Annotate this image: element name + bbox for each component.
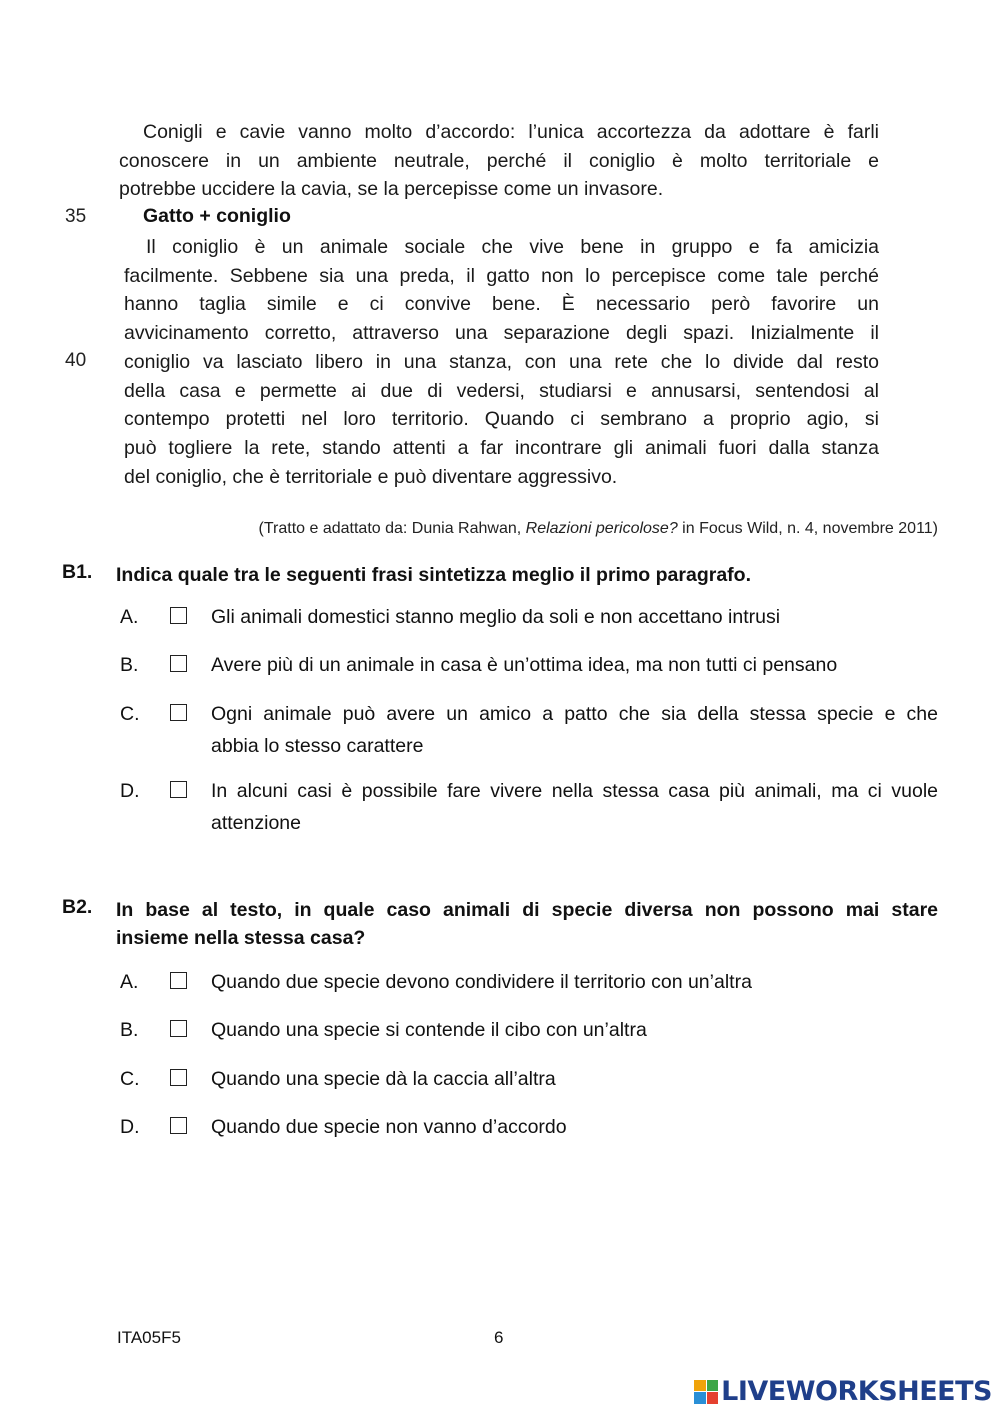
option-line: Gli animali domestici stanno meglio da soli e non accettano intrusi <box>211 606 781 628</box>
passage-line: facilmente. Sebbene sia una preda, il gatto non lo percepisce come tale perché <box>124 264 879 287</box>
line-number-40: 40 <box>65 350 87 371</box>
passage-paragraph-1 <box>119 118 879 204</box>
option-line: Quando due specie devono condividere il territorio con un’altra <box>211 971 752 993</box>
option-letter: D. <box>120 780 140 802</box>
option-letter: B. <box>120 1019 139 1041</box>
passage-line: potrebbe uccidere la cavia, se la percepisse come un invasore. <box>119 178 664 201</box>
page-number: 6 <box>494 1328 504 1347</box>
option-line: attenzione <box>211 812 301 834</box>
option-line: Quando una specie dà la caccia all’altra <box>211 1068 556 1090</box>
checkbox[interactable] <box>170 607 187 624</box>
option-text <box>211 698 938 762</box>
passage-paragraph-2 <box>124 233 879 491</box>
checkbox[interactable] <box>170 1117 187 1134</box>
option-line: In alcuni casi è possibile fare vivere nella stessa casa più animali, ma ci vuole <box>211 780 938 802</box>
question-text-b1 <box>116 561 938 589</box>
source-citation <box>259 520 938 538</box>
option-text <box>211 1063 938 1095</box>
passage-line: della casa e permette ai due di vedersi, studiarsi e annusarsi, sentendosi al <box>124 379 879 402</box>
option-text <box>211 601 938 633</box>
question-line: Indica quale tra le seguenti frasi sintetizza meglio il primo paragrafo. <box>116 564 751 586</box>
option-letter: A. <box>120 606 139 628</box>
option-letter: C. <box>120 1068 140 1090</box>
option-text <box>211 649 938 681</box>
option-line: abbia lo stesso carattere <box>211 735 424 757</box>
passage-line: Conigli e cavie vanno molto d’accordo: l’unica accortezza da adottare è farli <box>143 121 879 143</box>
option-letter: C. <box>120 703 140 725</box>
source-title: Relazioni pericolose? <box>525 520 678 537</box>
logo-tile <box>694 1380 706 1392</box>
source-prefix: (Tratto e adattato da: Dunia Rahwan, <box>258 520 526 537</box>
logo-tile <box>707 1392 719 1404</box>
question-number-b1: B1. <box>62 561 93 583</box>
passage-line: conoscere in un ambiente neutrale, perché il coniglio è molto territoriale e <box>119 149 879 172</box>
option-text <box>211 966 938 998</box>
document-code: ITA05F5 <box>117 1328 181 1347</box>
option-line: Quando una specie si contende il cibo con un’altra <box>211 1019 647 1041</box>
checkbox[interactable] <box>170 781 187 798</box>
option-text <box>211 1014 938 1046</box>
option-line: Avere più di un animale in casa è un’ottima idea, ma non tutti ci pensano <box>211 654 838 676</box>
logo-tile <box>707 1380 719 1392</box>
option-line: Quando due specie non vanno d’accordo <box>211 1116 567 1138</box>
question-line: In base al testo, in quale caso animali di specie diversa non possono mai stare <box>116 899 938 921</box>
passage-line: Il coniglio è un animale sociale che vive bene in gruppo e fa amicizia <box>146 236 879 258</box>
checkbox[interactable] <box>170 704 187 721</box>
passage-line: contempo protetti nel loro territorio. Quando ci sembrano a proprio agio, si <box>124 408 879 431</box>
question-number-b2: B2. <box>62 896 93 918</box>
source-suffix: in Focus Wild, n. 4, novembre 2011) <box>677 520 938 537</box>
question-text-b2 <box>116 896 938 952</box>
logo-mark-icon <box>694 1380 718 1404</box>
option-letter: A. <box>120 971 139 993</box>
logo-text: LIVEWORKSHEETS <box>721 1376 992 1407</box>
checkbox[interactable] <box>170 655 187 672</box>
checkbox[interactable] <box>170 1020 187 1037</box>
option-text <box>211 775 938 839</box>
passage-line: coniglio va lasciato libero in una stanza, con una rete che lo divide dal resto <box>124 350 879 373</box>
option-line: Ogni animale può avere un amico a patto che sia della stessa specie e che <box>211 703 938 725</box>
option-text <box>211 1111 938 1143</box>
option-letter: D. <box>120 1116 140 1138</box>
option-letter: B. <box>120 654 139 676</box>
line-number-35: 35 <box>65 206 87 227</box>
question-line: insieme nella stessa casa? <box>116 927 366 949</box>
passage-line: hanno taglia simile e ci convive bene. È necessario però favorire un <box>124 293 879 316</box>
section-heading: Gatto + coniglio <box>143 205 291 227</box>
checkbox[interactable] <box>170 972 187 989</box>
liveworksheets-logo[interactable] <box>694 1376 992 1407</box>
logo-tile <box>694 1392 706 1404</box>
passage-line: può togliere la rete, stando attenti a far incontrare gli animali fuori dalla stanza <box>124 436 879 459</box>
passage-line: avvicinamento corretto, attraverso una separazione degli spazi. Inizialmente il <box>124 322 879 345</box>
passage-line: del coniglio, che è territoriale e può diventare aggressivo. <box>124 465 618 488</box>
checkbox[interactable] <box>170 1069 187 1086</box>
